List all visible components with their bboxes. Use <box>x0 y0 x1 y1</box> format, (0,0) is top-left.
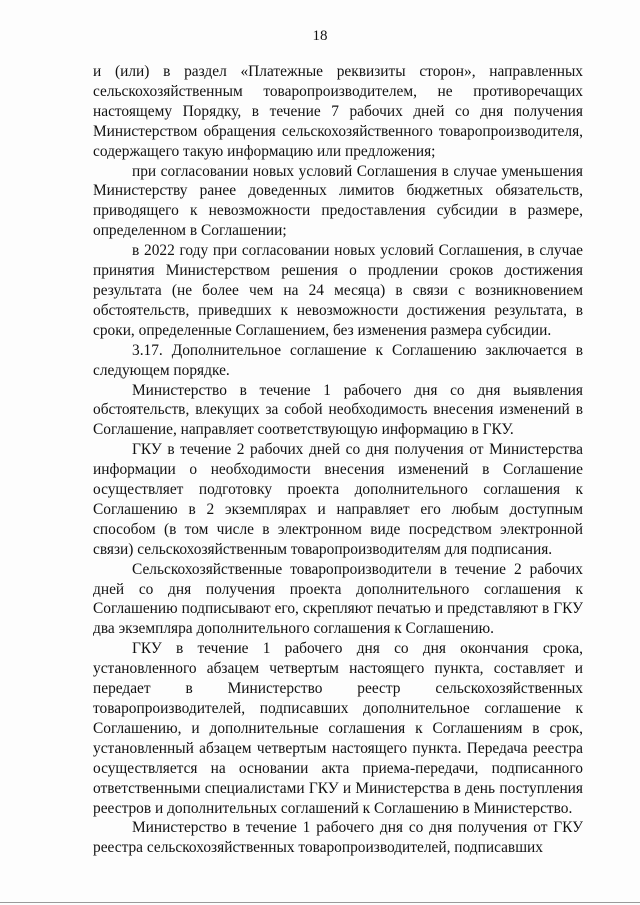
paragraph-gku-registry: ГКУ в течение 1 рабочего дня со дня окончания срока, установленного абзацем четвертым настоящего пункта, составляет и передает в Министерство реестр сельскохозяйственных товаропроизводителей, подписавших дополнительное соглашение к Соглашению, и дополнительные соглашения к Соглашениям в срок, установленный абзацем четвертым настоящего пункта. Передача реестра осуществляется на основании акта приема-передачи, подписанного ответственными специалистами ГКУ и Министерства в день поступления реестров и дополнительных соглашений к Соглашению в Министерство. <box>93 640 583 817</box>
paragraph-producers-signing: Сельскохозяйственные товаропроизводители в течение 2 рабочих дней со дня получения проекта дополнительного соглашения к Соглашению подписывают его, скрепляют печатью и представляют в ГКУ два экземпляра дополнительного соглашения к Соглашению. <box>93 560 583 638</box>
paragraph-ministry-notice: Министерство в течение 1 рабочего дня со дня выявления обстоятельств, влекущих за собой необходимость внесения изменений в Соглашение, направляет соответствующую информацию в ГКУ. <box>93 381 583 439</box>
paragraph-payment-details: и (или) в раздел «Платежные реквизиты сторон», направленных сельскохозяйственным товаропроизводителем, не противоречащих настоящему Порядку, в течение 7 рабочих дней со дня получения Министерством обращения сельскохозяйственного товаропроизводителя, содержащего такую информацию или предложения; <box>93 63 583 160</box>
paragraph-gku-preparation: ГКУ в течение 2 рабочих дней со дня получения от Министерства информации о необходимости внесения изменений в Соглашение осуществляет подготовку проекта дополнительного соглашения к Соглашению в 2 экземплярах и направляет его любым доступным способом (в том числе в электронном виде посредством электронной связи) сельскохозяйственным товаропроизводителям для подписания. <box>93 441 583 558</box>
paragraph-ministry-receipt: Министерство в течение 1 рабочего дня со дня получения от ГКУ реестра сельскохозяйственных товаропроизводителей, подписавших <box>93 819 583 857</box>
page-number: 18 <box>312 28 328 44</box>
paragraph-budget-limits: при согласовании новых условий Соглашения в случае уменьшения Министерству ранее доведенных лимитов бюджетных обязательств, приводящего к невозможности предоставления субсидии в размере, определенном в Соглашении; <box>93 162 583 240</box>
paragraph-3-17: 3.17. Дополнительное соглашение к Соглашению заключается в следующем порядке. <box>93 341 583 379</box>
page-bottom-edge <box>0 902 640 903</box>
document-body <box>93 62 583 858</box>
paragraph-2022-extension: в 2022 году при согласовании новых условий Соглашения, в случае принятия Министерством решения о продлении сроков достижения результата (не более чем на 24 месяца) в связи с возникновением обстоятельств, приведших к невозможности достижения результата, в сроки, определенные Соглашением, без изменения размера субсидии. <box>93 242 583 339</box>
